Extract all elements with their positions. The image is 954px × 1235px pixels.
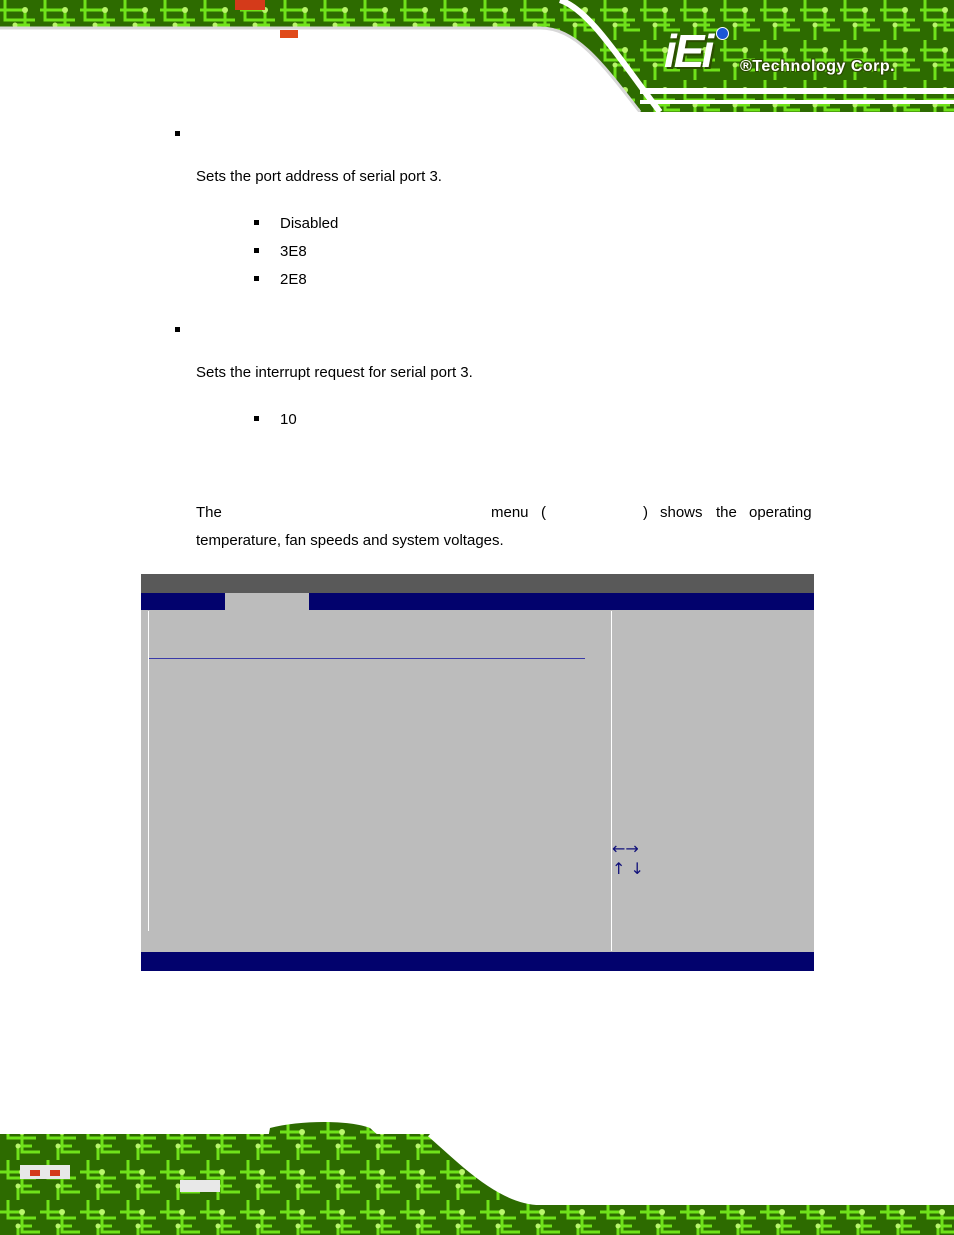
intro-line-2: temperature, fan speeds and system voltages. (196, 532, 504, 549)
header-circuit-banner (0, 0, 954, 112)
logo-text: ®Technology Corp. (740, 58, 896, 75)
bios-help-panel (611, 611, 815, 951)
option-bullet (254, 416, 259, 421)
option-10: 10 (280, 411, 297, 428)
irq-description: Sets the interrupt request for serial port 3. (196, 364, 473, 381)
bios-divider-line (149, 658, 585, 659)
section-bullet (175, 327, 180, 332)
port-address-description: Sets the port address of serial port 3. (196, 168, 442, 185)
bios-footer-bar (141, 952, 814, 971)
intro-word-the: The (196, 504, 222, 521)
intro-word-shows: shows (660, 504, 703, 521)
section-bullet (175, 131, 180, 136)
option-2e8: 2E8 (280, 271, 307, 288)
option-disabled: Disabled (280, 215, 339, 232)
intro-word-the-2: the (716, 504, 737, 521)
up-down-arrow-icon: ↑ ↓ (612, 859, 644, 878)
left-right-arrow-icon: ←→ (612, 839, 639, 858)
option-bullet (254, 276, 259, 281)
intro-paren-close: ) (643, 504, 648, 521)
bios-active-tab[interactable] (225, 593, 309, 610)
option-bullet (254, 248, 259, 253)
footer-circuit-banner (0, 1120, 954, 1235)
option-3e8: 3E8 (280, 243, 307, 260)
logo-mark: iEi (664, 25, 712, 77)
bios-title-bar (141, 574, 814, 593)
intro-word-operating: operating (749, 504, 812, 521)
bios-main-panel (148, 611, 612, 931)
logo-dot-icon (716, 27, 729, 40)
option-bullet (254, 220, 259, 225)
intro-paren-open: ( (541, 504, 546, 521)
bios-screenshot (141, 574, 814, 971)
intro-word-menu: menu (491, 504, 529, 521)
iei-logo (664, 26, 736, 76)
